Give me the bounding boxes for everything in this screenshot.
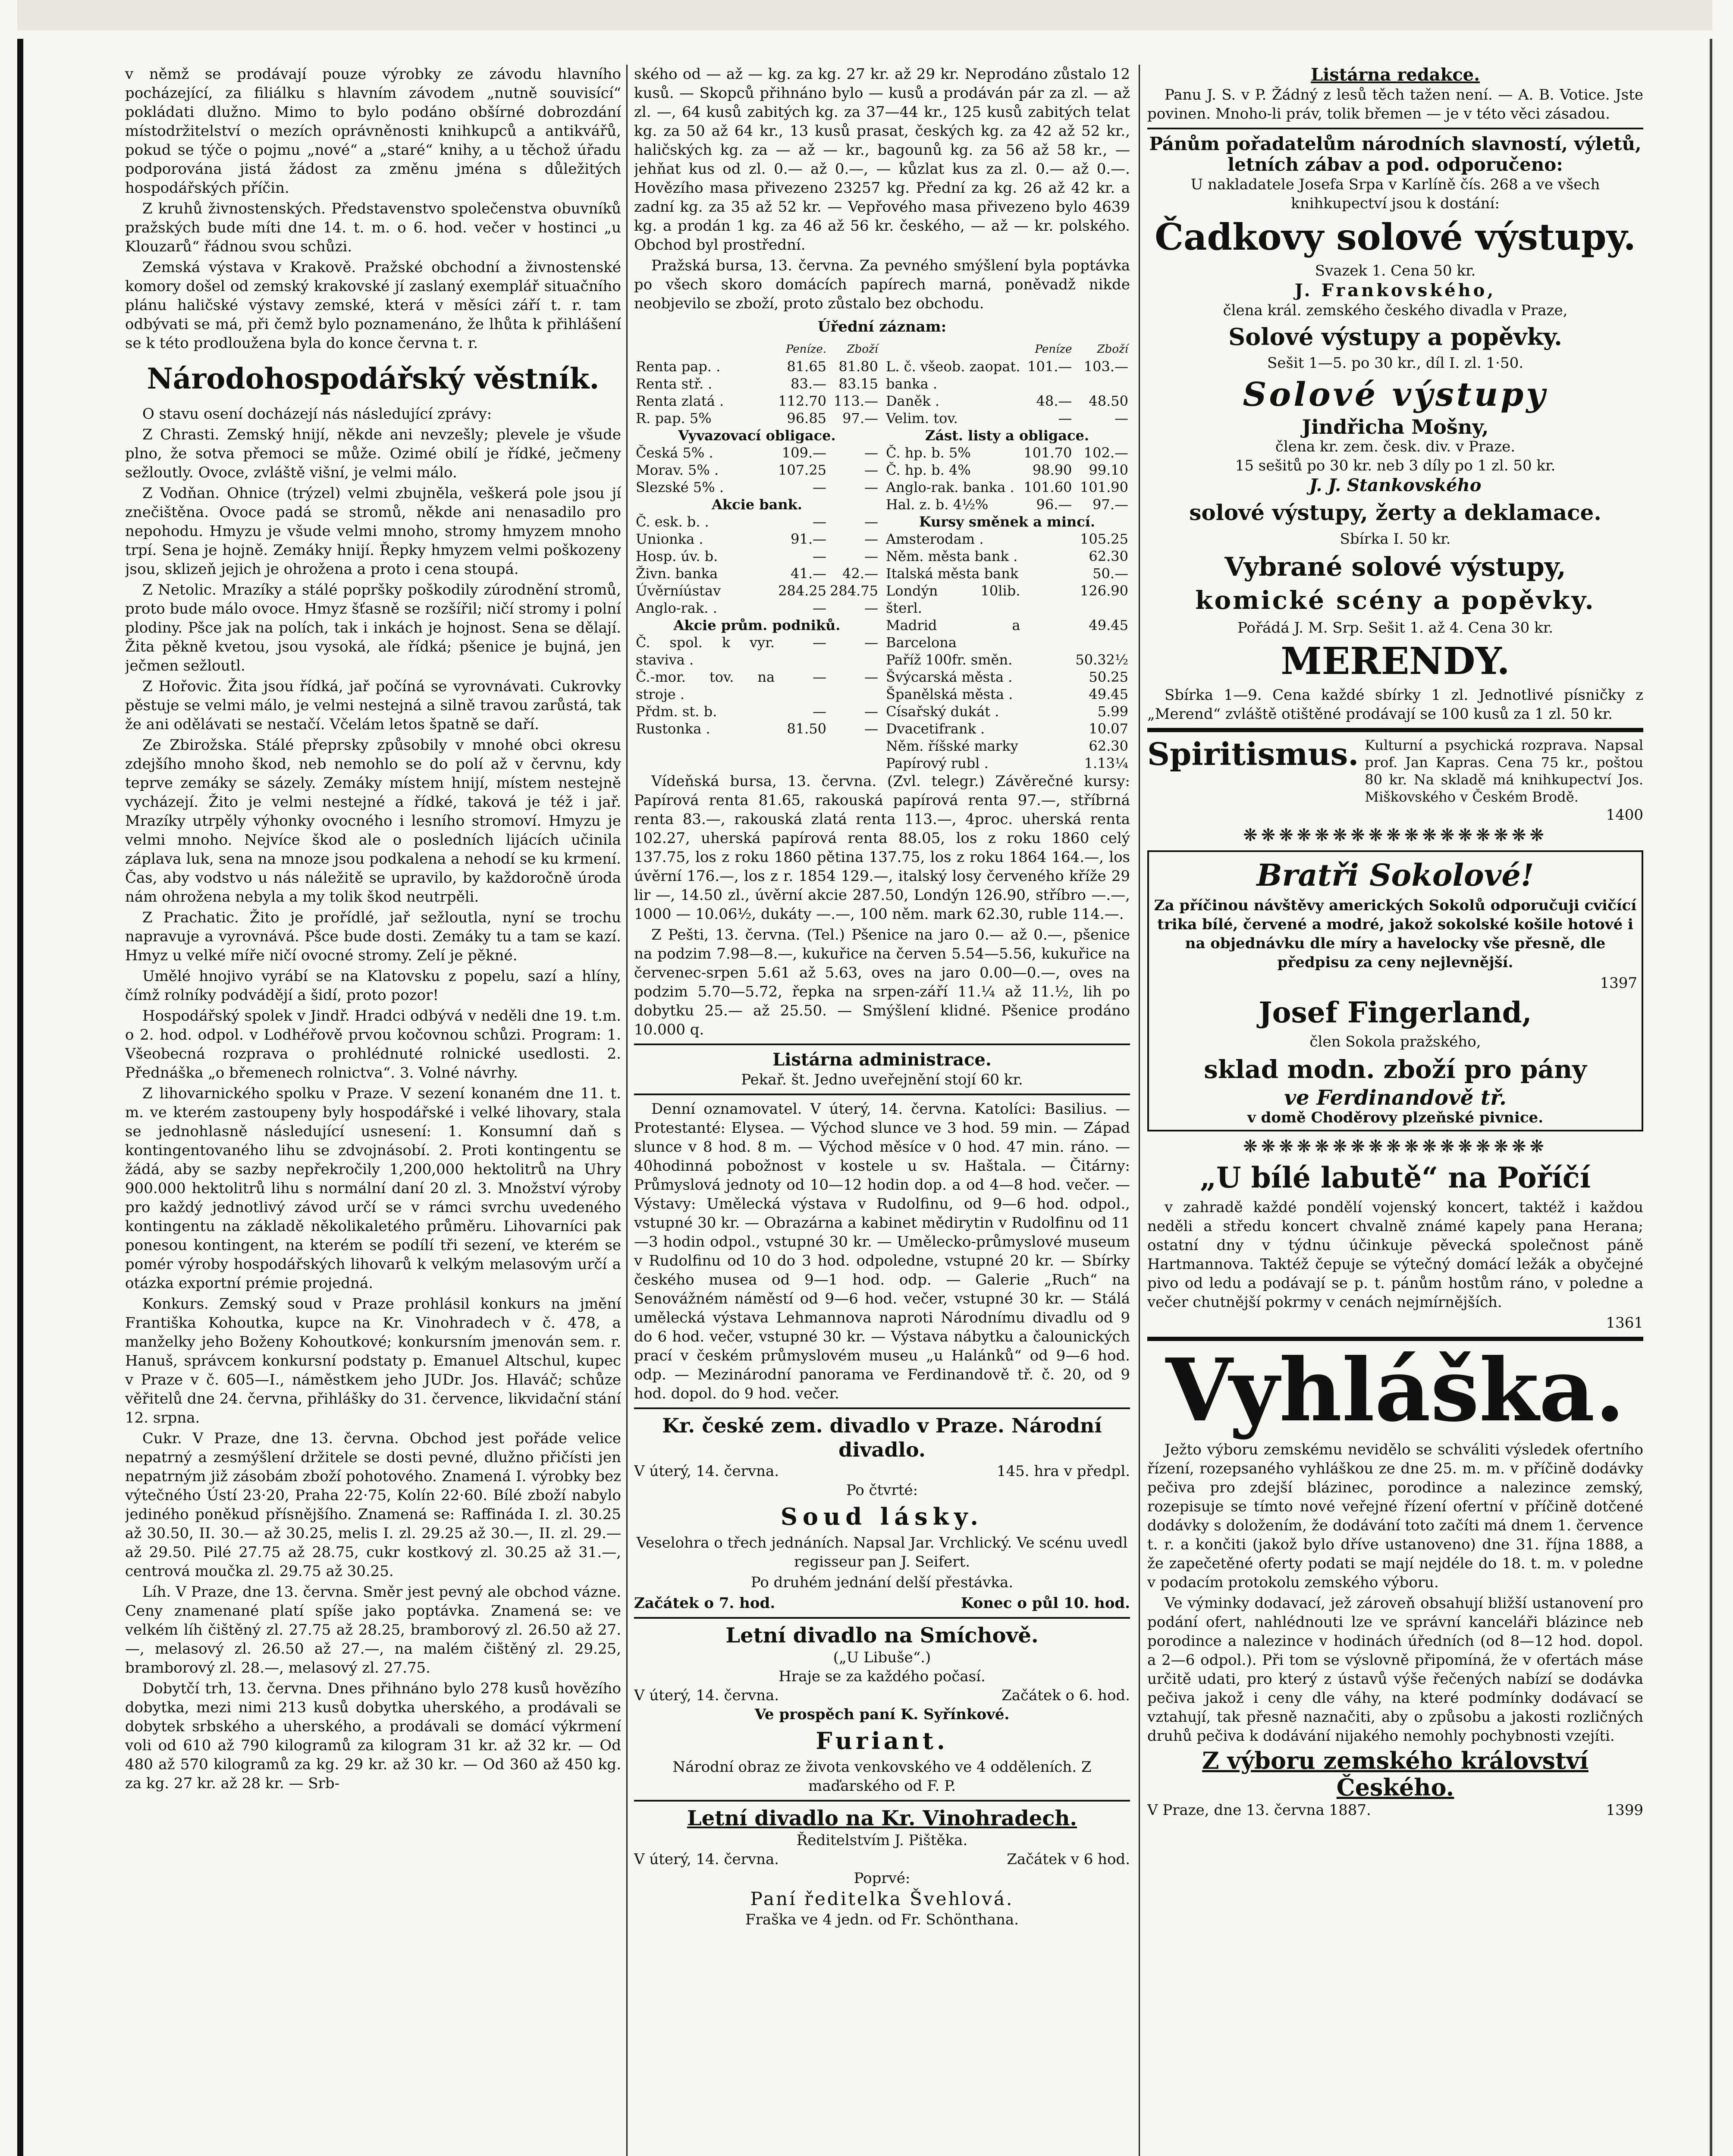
ad-organizers-title: Pánům pořadatelům národních slavností, výletů, letních zábav a pod. odporučeno: [1149, 133, 1642, 175]
ad-sokol-house: v domě Choděrovy plzeňské pivnice. [1247, 1109, 1544, 1126]
table-row [884, 479, 1130, 496]
table-cell: 83.15 [838, 376, 878, 392]
paragraph: Umělé hnojivo vyrábí se na Klatovsku z popelu, sazí a hlíny, čímž rolníky podvádějí a šidí, proto pozor! [125, 968, 621, 1004]
notice-date: V Praze, dne 13. června 1887. [1147, 1802, 1371, 1819]
ad-spiritismus-text: Kulturní a psychická rozprava. Napsal prof. Jan Kapras. Cena 75 kr., poštou 80 kr. Na skladě má knihkupectví Jos. Miškovského v Českém Brodě. [1365, 737, 1643, 805]
divider [634, 1094, 1130, 1095]
table-cell: Renta pap. . [636, 358, 721, 375]
ad-number: 1361 [1606, 1314, 1643, 1332]
play2-description: Národní obraz ze života venkovského ve 4 odděleních. Z maďarského od F. P. [672, 1758, 1092, 1795]
table-cell: Daněk . [886, 393, 940, 409]
paragraph: Hospodářský spolek v Jindř. Hradci odbývá v neděli dne 19. t.m. o 2. hod. odpol. v Lodhéřově prvou kočovnou schůzi. Program: 1. Všeobecná rozprava o prohlédnuté rolnické usedlosti. 2. Přednáška „o břemenech rolnictva“. 3. Volné návrhy. [125, 1007, 621, 1081]
table-row [884, 548, 1130, 565]
table-cell: — [813, 669, 827, 685]
ornament-border: ❋❋❋❋❋❋❋❋❋❋❋❋❋❋❋❋❋ [1243, 1137, 1548, 1156]
table-cell: 113.— [833, 393, 878, 409]
table-cell: Č.-mor. tov. na stroje . [636, 669, 775, 702]
theatre2-title: Letní divadlo na Smíchově. [725, 1623, 1039, 1648]
table-row [634, 530, 880, 548]
paragraph: ského od — až — kg. za kg. 27 kr. až 29 kr. Neprodáno zůstalo 12 kusů. — Skopců přihnáno bylo — kusů a prodáván pár za zl. — až zl. —, 64 kusů zabitých kg. za 37—44 kr., 125 kusů zabitých telat kg. za 50 až 64 kr., 13 kusů prasat, českých kg. za 42 až 52 kr., haličských kg. za — až — kr., bagounů kg. za 56 až 58 kr., — jehňat kus od zl. 0.— až 0.—, — kůzlat kus za zl. 0.— až 0.—. Hovězího masa přivezeno 23257 kg. Přední za kg. 26 až 42 kr. a zadní kg. za 35 až 52 kr. — Vepřového masa přivezeno bylo 4639 kg. a prodán 1 kg. za 46 až 56 kr. českého, — až — kr. polského. Obchod byl prostřední. [634, 66, 1130, 254]
table-cell: R. pap. 5% [636, 410, 712, 426]
table-cell: — [813, 600, 827, 616]
table-cell: Č. spol. k vyr. staviva . [636, 634, 775, 668]
table-cell: — [864, 600, 878, 616]
table-cell: 96.85 [787, 410, 827, 426]
play3-description: Fraška ve 4 jedn. od Fr. Schönthana. [745, 1911, 1019, 1928]
table-row [884, 410, 1130, 427]
table-cell [1022, 548, 1074, 565]
divider [634, 1800, 1130, 1802]
ad-sub: Sbírka I. 50 kr. [1340, 530, 1451, 548]
theatre2-place: („U Libuše“.) [833, 1649, 931, 1666]
table-row [884, 427, 1130, 444]
table-cell: 105.25 [1080, 531, 1128, 547]
table-cell: Renta stř. . [636, 376, 713, 392]
table-cell: Č. esk. b. . [636, 514, 709, 530]
column-2 [634, 65, 1130, 1929]
table-cell: Hal. z. b. 4½% [886, 496, 989, 513]
play2-title: Furiant. [816, 1727, 948, 1755]
table-cell: Španělská města . [886, 686, 1013, 702]
paragraph: Z kruhů živnostenských. Představenstvo společenstva obuvníků pražských bude míti dne 14. t. m. o 6. hod. večer v hostinci „u Klouzarů“ řádnou svou schůzi. [125, 200, 621, 255]
table-cell: 48.— [1036, 393, 1072, 409]
play-end: Konec o půl 10. hod. [961, 1595, 1130, 1612]
theatre3-date-row [634, 1850, 1130, 1869]
theatre2-daily: Hraje se za každého počasí. [779, 1668, 986, 1685]
table-cell: Česká 5% . [636, 445, 713, 461]
ad-labut-head: „U bílé labutě“ na Poříčí [1200, 1161, 1591, 1194]
play-start: Začátek o 7. hod. [634, 1595, 775, 1612]
ad-author: J. J. Stankovského [1309, 475, 1482, 495]
table-cell: — [813, 548, 827, 564]
paragraph: v němž se prodávají pouze výrobky ze závodu hlavního pocházející, za filiálku s hlavním závodem „nutně souvisící“ pokládati dlužno. Mimo to bylo podáno obšírné dobrozdání místodržitelství o mezích oprávněnosti knihkupců a antikvářů, pokud se týče o pojmu „nové“ a „staré“ knihy, a u těchož úřadu podporována jistá žádost za změnu jména s důležitých hospodářských příčin. [125, 66, 621, 197]
table-cell: L. č. všeob. zaopat. banka . [886, 358, 1020, 392]
table-cell: Paříž 100fr. směn. [886, 652, 1013, 668]
table-cell: Zboží [847, 343, 878, 356]
table-row [884, 582, 1130, 617]
theatre-date-row [634, 1462, 1130, 1481]
table-cell: — [864, 445, 878, 461]
paragraph: Z Vodňan. Ohnice (trýzel) velmi zbujněla, veškerá pole jsou jí znečištěna. Ovoce padá se stromů, někde ani nenasadilo pro nepohodu. Hmyzu je všude velmi mnoho, stromy hmyzem mnoho trpí. Sena je hojně. Zemáky hnijí. Řepky hmyzem velmi poškozeny jsou, sklizeň jejich je ohrožena a proto i cena stoupá. [125, 485, 621, 578]
table-cell: 49.45 [1089, 686, 1128, 702]
table-cell: — [864, 634, 878, 651]
table-cell: Vyvazovací obligace. [678, 427, 836, 444]
table-cell: 48.50 [1089, 393, 1128, 409]
financial-table-right [884, 341, 1130, 772]
table-row [884, 392, 1130, 410]
table-cell: — [1058, 410, 1072, 426]
daily-announcer: Denní oznamovatel. V úterý, 14. června. Katolíci: Basilius. — Protestanté: Elysea. — Východ slunce ve 3 hod. 59 min. — Západ slunce v 8 hod. 8 m. — Východ měsíce v 0 hod. 47 min. ráno. — 40hodinná pobožnost v kostele u sv. Haštala. — Čitárny: Průmyslová jednoty od 10—12 hodin dop. a od 4—8 hod. večer. — Výstavy: Umělecká výstava v Rudolfinu, od 9—6 hod. odpol., vstupné 30 kr. — Obrazárna a kabinet mědirytin v Rudolfinu od 11—3 hodin odpol., vstupné 30 kr. — Umělecko-průmyslové museum v Rudolfinu od 10 do 3 hod. odpoledne, vstupné 20 kr. — Sbírky českého musea od 9—1 hod. odp. — Galerie „Ruch“ na Senovážném náměstí od 9—6 hod. večer, vstupné 30 kr. — Stálá umělecká výstava Lehmannova naproti Národnímu divadlu od 9 do 6 hod. večer, vstupné 30 kr. — Výstava nábytku a čalounických prací v českém průmyslovém museu „u Halánků“ od 9—6 hod. odp. — Mezinárodní panorama ve Ferdinandově tř. č. 20, od 9 hod. dopol. do 9 hod. večer. [634, 1100, 1130, 1402]
table-cell: Akcie bank. [712, 496, 802, 513]
play-description: Veselohra o třech jednáních. Napsal Jar. Vrchlický. Ve scénu uvedl regisseur pan J. Seifert. [636, 1534, 1128, 1570]
table-cell: 107.25 [778, 462, 827, 478]
ad-author: J. Frankovského, [1294, 280, 1496, 301]
table-cell: — [1115, 410, 1128, 426]
paragraph: Z Chrasti. Zemský hnijí, někde ani nevzešly; plevele je všude plno, že sotva přemoci se může. Ozimé obilí je řídké, ječmeny sežloutly. Ovoce, zvláště višní, je velmi málo. [125, 426, 621, 481]
table-cell: 101.60 [1023, 479, 1072, 495]
table-row [884, 703, 1130, 720]
paragraph: Ze Zbirožska. Stálé přeprsky způsobily v mnohé obci okresu zdejšího mnoho škod, neb nemohlo se do polí až v červnu, kdy teprve zemáky se sázely. Zemáky místem hnijí, místem nestejně vycházejí. Žito je velmi nestejné a řídké, taková je též i jař. Mrazíky utrpěly výhonky ovocného i lesního stromoví. Hmyzu je velmi mnoho. Nejvíce škod ale o posledních lijácích učinila záplava luk, sena na mnoze jsou podkalena a nehodí se ku krmení. Čas, aby vodstvo u nás náležitě se upravilo, by každoročně úroda nám ohrožena nebyla a my tolik škod neutrpěli. [125, 736, 621, 906]
table-cell: Londýn 10lib. šterl. [886, 583, 1020, 616]
table-row [634, 479, 880, 496]
theatre3-title: Letní divadlo na Kr. Vinohradech. [687, 1806, 1077, 1830]
table-cell: Č. hp. b. 4% [886, 462, 971, 478]
table-cell: Papírový rubl . [886, 755, 989, 771]
table-cell [1022, 651, 1074, 668]
ad-sub: Sbírka 1—9. Cena každé sbírky 1 zl. Jednotlivé písničky z „Merend“ zvláště otištěné prodávají se 100 kusů za 1 zl. 50 kr. [1147, 686, 1643, 723]
table-cell [1022, 530, 1074, 548]
ad-heading: komické scény a popěvky. [1195, 586, 1595, 615]
column-1 [125, 65, 621, 1795]
table-row [884, 565, 1130, 582]
table-cell: 62.30 [1089, 738, 1128, 754]
table-cell: Velim. tov. [886, 410, 958, 426]
table-cell: 101.70 [1023, 445, 1072, 461]
table-cell: Rustonka . [636, 721, 710, 737]
table-row [884, 720, 1130, 737]
paragraph: Vídeňská bursa, 13. června. (Zvl. telegr.) Závěrečné kursy: Papírová renta 81.65, rakouská papírová renta 97.—, stříbrná renta 83.—, rakouská zlatá renta 113.—, 4proc. uherská renta 102.27, uherská papírová renta 88.05, los z roku 1860 celý 137.75, los z roku 1860 pětina 137.75, los z roku 1864 164.—, los úvěrní 176.—, los z r. 1854 129.—, italský losy červeného kříže 29 lir —, 14.50 zl., úvěrní akcie 287.50, Londýn 126.90, stříbro —.—, 1000 — 10.06½, dukáty —.—, 100 něm. mark 62.30, ruble 114.—. [634, 773, 1130, 923]
notice-title: Vyhláška. [1165, 1340, 1625, 1441]
ad-sokol-head: Bratři Sokolové! [1256, 857, 1534, 893]
table-cell: Dvacetifrank . [886, 721, 985, 737]
table-cell: Anglo-rak. banka . [886, 479, 1014, 495]
table-cell: — [813, 479, 827, 495]
table-cell [1022, 720, 1074, 737]
table-row [884, 755, 1130, 772]
paragraph: Z Netolic. Mrazíky a stálé popršky poškodily zúrodnění stromů, proto bude málo ovoce. Hmyz šťasně se rozšířil; ničí stromy i polní plodiny. Pšce jak na polích, tak i inkách je hojnost. Sena se dělají. Žita pěkně kvetou, jsou vysoká, ale řídká; pšenice je bujná, jen ječmen sežloutl. [125, 581, 621, 674]
theatre-date: V úterý, 14. června. [634, 1463, 779, 1480]
divider [634, 1617, 1130, 1619]
paragraph: Z Prachatic. Žito je prořídlé, jař sežloutla, nyní se trochu napravuje a vyrovnává. Pšce bude dosti. Zemáky tu a tam se kazí. Hmyz u velké míře ničí ovocné stromy. Zelí je pěkné. [125, 909, 621, 964]
ad-sub: Pořádá J. M. Srp. Sešit 1. až 4. Cena 30 kr. [1237, 619, 1554, 636]
notice-number: 1399 [1606, 1802, 1643, 1819]
table-cell: 102.— [1083, 445, 1128, 461]
table-cell [1022, 686, 1074, 703]
notice-signature: Z výboru zemského království Českého. [1202, 1747, 1589, 1801]
ad-sub: Sešit 1—5. po 30 kr., díl I. zl. 1·50. [1267, 354, 1524, 372]
table-row [634, 392, 880, 410]
table-cell [1022, 755, 1074, 772]
table-cell: 62.30 [1089, 548, 1128, 564]
ad-author: Jindřicha Mošny, [1302, 415, 1489, 439]
table-cell: — [864, 703, 878, 720]
paragraph: Z Pešti, 13. června. (Tel.) Pšenice na jaro 0.— až 0.—, pšenice na podzim 7.98—8.—, kukuřice na červen 5.54—5.56, kukuřice na červenec-srpen 5.61 až 5.63, oves na jaro 0.00—0.—, oves na podzim 5.70—5.72, řepka na srpen-září 11.¼ až 11.½, lih po dobytku 25.— až 25.50. — Smýšlení klidné. Pšenice prodáno 10.000 q. [634, 926, 1130, 1038]
table-cell: — [813, 514, 827, 530]
ad-number: 1400 [1606, 806, 1643, 824]
table-cell: 83.— [791, 376, 827, 392]
paragraph: Cukr. V Praze, dne 13. června. Obchod jest pořáde velice nepatrný a zesmýšlení držitele se dosti pevné, dlužno přičísti jen nepatrným již zásobám zboží pohotového. Znamená I. výrobky bez výtečného Ústí 23·20, Praha 22·75, Kolín 22·60. Bílé zboží nabylo jediného poněkud přísnějšího. Znamená se: Raffináda I. zl. 30.25 až 30.50, II. 30.— až 30.25, melis I. zl. 29.25 až 30.—, II. zl. 29.— až 29.50. Pilé 27.75 až 28.75, cukr kostkový zl. 30.25 až 31.—, centrová moučka zl. 29.75 až 30.25. [125, 1430, 621, 1580]
editorial-letters-title: Listárna redakce. [1310, 65, 1480, 85]
divider [1147, 128, 1643, 129]
table-row [634, 703, 880, 720]
financial-table-left [634, 341, 880, 737]
table-cell [634, 341, 776, 358]
paragraph: Líh. V Praze, dne 13. června. Směr jest pevný ale obchod vázne. Ceny znamenané platí spíše jako poptávka. Znamená se: ve velkém líh čištěný zl. 27.75 až 28.25, bramborový zl. 26.50 až 27.—, melasový zl. 26.50 až 27.—, na malém čištěný zl. 29.25, bramborový zl. 28.—, melasový zl. 27.75. [125, 1583, 621, 1677]
table-cell: — [864, 479, 878, 495]
admin-title: Listárna administrace. [772, 1050, 992, 1070]
table-cell: Slezské 5% . [636, 479, 724, 495]
table-row [634, 582, 880, 599]
table-cell: Živn. banka [636, 565, 718, 582]
ad-spiritismus-head: Spiritismus. [1147, 736, 1359, 772]
theatre-title: Kr. české zem. divadlo v Praze. Národní divadlo. [662, 1414, 1102, 1461]
ad-sokol-box [1147, 850, 1643, 1131]
table-cell: Anglo-rak. . [636, 600, 717, 616]
column-3 [1147, 65, 1643, 1820]
table-cell: 81.50 [787, 721, 827, 737]
table-cell: 81.65 [787, 358, 827, 375]
ad-sokol-name: Josef Fingerland, [1259, 996, 1532, 1029]
theatre2-start: Začátek o 6. hod. [1001, 1687, 1130, 1704]
table-row [634, 617, 880, 634]
table-row [634, 341, 880, 358]
table-cell [1022, 668, 1074, 686]
table-row [634, 634, 880, 668]
table-cell: — [864, 669, 878, 685]
table-row [634, 461, 880, 479]
table-cell: 91.— [791, 531, 827, 547]
table-cell: Morav. 5% . [636, 462, 719, 478]
divider [1147, 728, 1643, 732]
table-cell: 5.99 [1097, 703, 1128, 720]
paragraph: Konkurs. Zemský soud v Praze prohlásil konkurs na jmění Františka Kohoutka, kupce na Kr. Vinohradech v č. 478, a manželky jeho Boženy Kohoutkové; konkursním jmenován sem. r. Hanuš, správcem konkursní podstaty p. Emanuel Altschul, kupec v Praze v č. 605—I., náměstkem jeho JUDr. Jos. Hlaváč; schůze věřitelů dne 24. června, přihlášky do 31. července, likvidační stání 12. srpna. [125, 1295, 621, 1426]
table-cell [1022, 703, 1074, 720]
table-cell: 96.— [1036, 496, 1072, 513]
table-row [634, 375, 880, 392]
table-cell: 50.32½ [1075, 652, 1128, 668]
ad-heading: Solové výstupy a popěvky. [1228, 323, 1562, 351]
table-cell: — [813, 634, 827, 651]
table-row [634, 427, 880, 444]
ad-heading: Vybrané solové výstupy, [1224, 552, 1566, 582]
ad-organizers-text: U nakladatele Josefa Srpa v Karlíně čís. 268 a ve všech knihkupectví jsou k dostání: [1190, 176, 1600, 212]
table-cell: Italská města bank [886, 565, 1019, 582]
ad-sub: Svazek 1. Cena 50 kr. [1315, 262, 1476, 279]
table-row [884, 513, 1130, 530]
table-cell: — [864, 531, 878, 547]
paragraph: Z Hořovic. Žita jsou řídká, jař počíná se vyrovnávati. Cukrovky pěstuje se velmi málo, je velmi nestejná a silně travou zarůstá, tak že ani odělávati se nestačí. Včelám letos špatně se daří. [125, 678, 621, 733]
section-title: Národohospodářský věstník. [147, 362, 600, 395]
table-cell: Unionka . [636, 531, 703, 547]
theatre2-date-row [634, 1686, 1130, 1705]
table-cell: Císařský dukát . [886, 703, 999, 720]
table-row [884, 617, 1130, 651]
table-row [634, 410, 880, 427]
table-cell: 41.— [791, 565, 827, 582]
column-rule [1139, 65, 1140, 2156]
table-cell: — [864, 514, 878, 530]
table-row [884, 358, 1130, 392]
ad-heading: solové výstupy, žerty a deklamace. [1189, 500, 1601, 525]
table-row [884, 496, 1130, 513]
paragraph: O stavu osení docházejí nás následující zprávy: [142, 405, 492, 423]
table-cell: Něm. říšské marky [886, 738, 1018, 754]
column-rule [626, 65, 628, 2156]
financial-tables [634, 341, 1130, 772]
table-cell [1022, 737, 1074, 755]
ad-sokol-street: ve Ferdinandově tř. [1284, 1086, 1507, 1110]
table-cell: 42.— [842, 565, 878, 582]
play3-title: Paní ředitelka Švehlová. [750, 1888, 1014, 1909]
table-cell: 10.07 [1089, 721, 1128, 737]
paragraph: Zemská výstava v Krakově. Pražské obchodní a živnostenské komory došel od zemský krakovské jí zaslaný exemplář situačního plánu haličské výstavy zemské, která v měsíci září t. r. tam odbývati se má, při čemž bylo poznamenáno, že lhůta k přihlášení se k této prodloužena byla do konce června t. r. [125, 259, 621, 352]
play-times [634, 1594, 1130, 1613]
notice-paragraph: Ve výminky dodavací, jež zároveň obsahují bližší ustanovení pro podání ofert, nahlédnouti lze ve správní kanceláři blázince neb porodince a nalezince v hodinách úředních (od 8—12 hod. dopol. a 2—6 odpol.). Při tom se výslovně připomíná, že v ofertách máse určitě udati, pro který z ústavů výše řečených nabízí se dodávka pečiva jakož i ceny dle váhy, na které podmínky dodávací se vztahují, tak přesně naznačiti, aby o způsobu a jakosti rozličných druhů pečiva k dodávání nijakého nemohly pochybnosti vzejíti. [1147, 1595, 1643, 1745]
table-cell: Akcie prům. podniků. [673, 617, 841, 633]
table-cell: 101.— [1027, 358, 1072, 375]
table-row [634, 565, 880, 582]
table-cell: Zást. listy a obligace. [925, 427, 1089, 444]
theatre3-start: Začátek v 6 hod. [1007, 1851, 1130, 1868]
table-cell: 50.25 [1089, 669, 1128, 685]
paragraph: Dobytčí trh, 13. června. Dnes přihnáno bylo 278 kusů hovězího dobytka, mezi nimi 213 kusů dobytka uherského, a prodávali se dobytek srbského a uherského, a prodávali se domácí výkrmení voli od 610 až 790 kilogramů za kilogram 31 kr. až 32 kr. — Od 480 až 570 kilogramů za kg. 29 kr. až 30 kr. — Od 360 až 450 kg. za kg. 27 kr. až 28 kr. — Srb- [125, 1680, 621, 1792]
table-cell: 97.— [842, 410, 878, 426]
ad-sub: 15 sešitů po 30 kr. neb 3 díly po 1 zl. 50 kr. [1235, 457, 1556, 474]
ad-number: 1397 [1600, 975, 1637, 992]
table-cell: Zboží [1097, 343, 1128, 356]
table-cell: Kursy směnek a mincí. [919, 514, 1096, 530]
ad-heading: Solové výstupy [1243, 375, 1548, 414]
theatre2-benefit: Ve prospěch paní K. Syřínkové. [754, 1706, 1010, 1723]
table-cell: — [864, 721, 878, 737]
table-row [634, 720, 880, 737]
table-cell: Madrid a Barcelona [886, 617, 1020, 651]
theatre3-director: Ředitelstvím J. Pištěka. [796, 1832, 968, 1849]
table-cell: 50.— [1093, 565, 1128, 582]
table-cell: 284.25 [778, 583, 827, 599]
table-cell: — [813, 703, 827, 720]
ornament-border: ❋❋❋❋❋❋❋❋❋❋❋❋❋❋❋❋❋ [1243, 825, 1548, 845]
table-cell: Amsterodam . [886, 531, 984, 547]
theatre-thu: Po čtvrté: [846, 1482, 918, 1499]
admin-text: Pekař. št. Jedno uveřejnění stojí 60 kr. [741, 1071, 1023, 1088]
table-cell: Renta zlatá . [636, 393, 724, 409]
table-cell: 97.— [1093, 496, 1128, 513]
ad-labut-text: v zahradě každé pondělí vojenský koncert, taktéž i každou neděli a středu koncert chvalně známé kapely pana Herana; ostatní dny v týdnu účinkuje pěvecká společnost páně Hartmannova. Taktéž čepuje se výtečný domácí ležák a obyčejné pivo od ledu a podávají se p. t. pánům hostům ráno, v poledne a večer chutnější pokrmy v cenách nejmírnějších. [1147, 1199, 1643, 1311]
ad-sokol-shop: sklad modn. zboží pro pány [1204, 1055, 1587, 1084]
table-row [634, 668, 880, 703]
table-cell: 81.80 [838, 358, 878, 375]
paragraph: Z lihovarnického spolku v Praze. V sezení konaném dne 11. t. m. ve kterém zastoupeny byly hospodářské i velké lihovary, stala se jednohlasně následující usnesení: 1. Konsumní daň s kontingentovaného lihu se zdvojnásobí. 2. Proti kontingentu se žádá, aby se sazby nepřekročily 1,200,000 hektolitrů na Uhry 900.000 hektolitrů lihu s normální daní 20 zl. 3. Množství výroby pro každý jednotlivý závod určí se v rámci svrchu uvedeného kontingentu na základě několikaletého průměru. Lihovarníci pak ponesou kontingent, na kterém se podílí tři sezení, ve kterém se pomér výroby hospodářských lihovarů k velkým melasovým určí a otázka exportní prémie projedná. [125, 1085, 621, 1292]
table-cell: — [864, 548, 878, 564]
table-cell: Něm. města bank . [886, 548, 1018, 564]
paragraph: Pražská bursa, 13. června. Za pevného smýšlení byla poptávka po všech skoro domácích papírech marná, poněvadž nikde neobjevilo se zboží, proto zůstalo bez obchodu. [634, 257, 1130, 312]
table-cell: Peníze. [785, 343, 827, 356]
table-row [634, 599, 880, 617]
table-cell: Přdm. st. b. [636, 703, 717, 720]
divider [634, 1044, 1130, 1045]
ad-sokol-desc: člen Sokola pražského, [1309, 1033, 1481, 1050]
table-row [884, 651, 1130, 668]
table-row [884, 737, 1130, 755]
table-cell: 101.90 [1080, 479, 1128, 495]
table-cell: 126.90 [1080, 583, 1128, 599]
table-row [884, 444, 1130, 461]
table-row [634, 444, 880, 461]
divider [634, 1407, 1130, 1409]
ad-sokol-text: Za příčinou návštěvy amerických Sokolů odporučuji cvičící trika bílé, červené a modré, jakož sokolské košile hotové i na objednávku dle míry a havelocky vše přesně, dle předpisu za ceny nejlevnější. [1154, 897, 1637, 971]
table-cell [1022, 565, 1074, 582]
ad-heading: MERENDY. [1281, 639, 1510, 683]
table-cell: 103.— [1083, 358, 1128, 375]
table-row [884, 461, 1130, 479]
table-cell: Peníze [1035, 343, 1072, 356]
table-row [884, 686, 1130, 703]
theatre2-date: V úterý, 14. června. [634, 1687, 779, 1704]
page-top-strip [17, 0, 1712, 30]
table-row [884, 668, 1130, 686]
table-cell [1022, 617, 1074, 651]
table-cell [884, 341, 1022, 358]
theatre3-first: Poprvé: [854, 1870, 910, 1887]
table-row [884, 530, 1130, 548]
table-row [634, 513, 880, 530]
table-cell: Č. hp. b. 5% [886, 445, 971, 461]
theatre-performance: 145. hra v předpl. [996, 1463, 1130, 1480]
ad-author-desc: člena kr. zem. česk. div. v Praze. [1275, 438, 1516, 455]
table-cell: Úvěrníústav [636, 583, 721, 599]
ad-heading: Čadkovy solové výstupy. [1155, 216, 1636, 258]
notice-footer [1147, 1801, 1643, 1820]
table-cell: 99.10 [1089, 462, 1128, 478]
financial-table-title: Úřední záznam: [817, 318, 947, 335]
editorial-letters-text: Panu J. S. v P. Žádný z lesů těch tažen není. — A. B. Votice. Jste povinen. Mnoho-li práv, tolik břemen — je v této věci zásadou. [1147, 86, 1643, 122]
table-row [884, 341, 1130, 358]
table-cell [1022, 582, 1074, 617]
table-cell: — [864, 462, 878, 478]
table-row [634, 496, 880, 513]
table-row [634, 358, 880, 375]
play-note: Po druhém jednání delší přestávka. [750, 1574, 1014, 1591]
table-cell: 1.13¼ [1084, 755, 1128, 771]
table-cell: 109.— [782, 445, 827, 461]
table-cell: 49.45 [1089, 617, 1128, 633]
play-title: Soud lásky. [780, 1503, 984, 1530]
table-cell: Hosp. úv. b. [636, 548, 718, 564]
notice-paragraph: Ježto výboru zemskému nevidělo se schváliti výsledek ofertního řízení, rozepsaného vyhláškou ze dne 25. m. m. v příčině dodávky pečiva pro zdejší blázinec, porodince a nalezince zemský, rozepisuje se tímto nové veřejné řízení ofertní v příčině dotčené dodávky s doložením, že dodávání toto začíti má dnem 1. července t. r. a končiti (jakož bylo dříve ustanoveno) dne 31. října 1888, a že zapečetěné oferty podati se mají nejdéle do 18. t. m. v poledne v podacím protokolu zemského výboru. [1147, 1441, 1643, 1591]
table-row [634, 548, 880, 565]
table-cell: 112.70 [778, 393, 827, 409]
table-cell: Švýcarská města . [886, 669, 1013, 685]
table-cell: 98.90 [1032, 462, 1072, 478]
ad-author-desc: člena král. zemského českého divadla v Praze, [1223, 302, 1568, 319]
theatre3-date: V úterý, 14. června. [634, 1851, 779, 1868]
table-cell: 284.75 [830, 583, 878, 599]
ad-spiritismus [1147, 736, 1643, 805]
